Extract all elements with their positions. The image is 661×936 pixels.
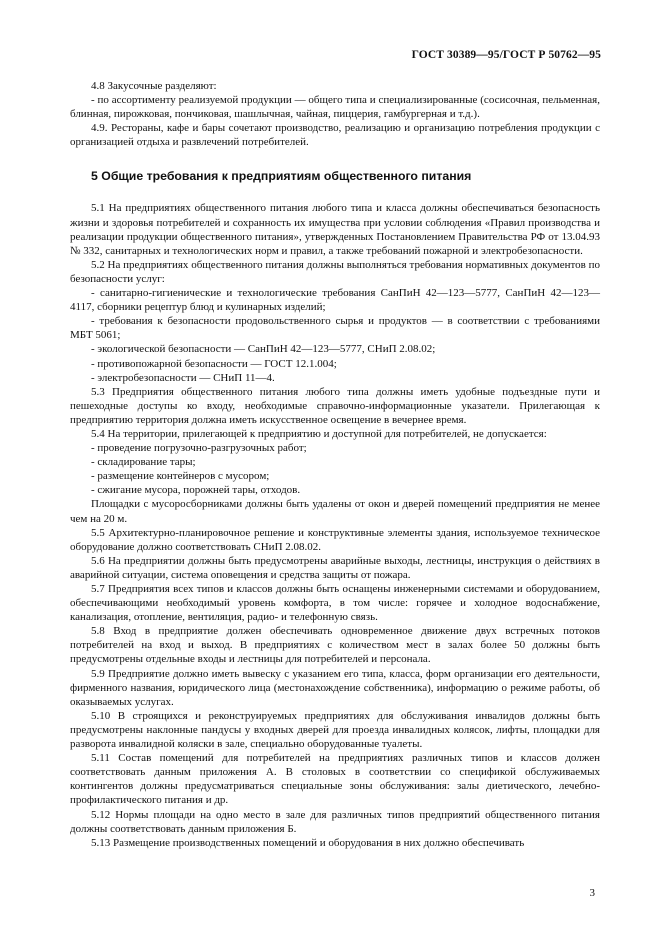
paragraph-5-1: 5.1 На предприятиях общественного питания любого типа и класса должны обеспечиваться безопасность жизни и здоровья потребителей и сохранность их имущества при условии соблюдения «Правил производства и реализации продукции общественного питания», утвержденных Постановлением Правительства РФ от 13.04.93 № 332, санитарных и технологических норм и правил, а также требований пожарной и электробезопасности. xyxy=(70,202,600,257)
section-title: 5 Общие требования к предприятиям общественного питания xyxy=(91,169,472,184)
list-item: - противопожарной безопасности — ГОСТ 12.1.004; xyxy=(91,357,337,370)
paragraph-5-7: 5.7 Предприятия всех типов и классов должны быть оснащены инженерными системами и оборудованием, обеспечивающими необходимый уровень комфорта, в том числе: горячее и холодное водоснабжение, канализация, отопление, вентиляция, радио- и телефонную связь. xyxy=(70,583,600,624)
paragraph-5-3: 5.3 Предприятия общественного питания любого типа должны иметь удобные подъездные пути и пешеходные доступы ко входу, необходимые справочно-информационные указатели. Прилегающая к предприятию территория должна иметь искусственное освещение в вечернее время. xyxy=(70,385,600,426)
page-number: 3 xyxy=(589,887,595,899)
paragraph-5-11: 5.11 Состав помещений для потребителей на предприятиях различных типов и классов должен соответствовать данным приложения А. В столовых в соответствии со спецификой обслуживаемых контингентов должны предусматриваться специальные зоны обслуживания: залы диетического, лечебно-профилактического питания и др. xyxy=(70,752,600,807)
paragraph-5-12: 5.12 Нормы площади на одно место в зале для различных типов предприятий общественного питания должны соответствовать данным приложения Б. xyxy=(70,808,600,835)
list-item: - складирование тары; xyxy=(91,456,196,469)
list-item: - экологической безопасности — СанПиН 42—123—5777, СНиП 2.08.02; xyxy=(91,343,436,356)
paragraph-5-10: 5.10 В строящихся и реконструируемых предприятиях для обслуживания инвалидов должны быть предусмотрены наклонные пандусы у входных дверей для проезда инвалидных колясок, лифты, площадки для разворота инвалидной коляски в зале, специально оборудованные туалеты. xyxy=(70,709,600,751)
list-item: - проведение погрузочно-разгрузочных работ; xyxy=(91,442,307,455)
list-item: - размещение контейнеров с мусором; xyxy=(91,470,270,483)
document-body xyxy=(70,79,600,850)
paragraph-5-13: 5.13 Размещение производственных помещений и оборудования в них должно обеспечивать xyxy=(91,836,525,849)
paragraph-5-6: 5.6 На предприятии должны быть предусмотрены аварийные выходы, лестницы, инструкция о действиях в аварийной ситуации, система оповещения и средства защиты от пожара. xyxy=(70,554,600,581)
paragraph-5-9: 5.9 Предприятие должно иметь вывеску с указанием его типа, класса, форм организации его деятельности, фирменного названия, юридического лица (местонахождение собственника), информацию о режиме работы, об оказываемых услугах. xyxy=(70,667,600,708)
paragraph-5-8: 5.8 Вход в предприятие должен обеспечивать одновременное движение двух встречных потоков потребителей на вход и выход. В предприятиях с количеством мест в залах более 50 должны быть предусмотрены отдельные входы и лестницы для потребителей и персонала. xyxy=(70,625,600,666)
list-item: - по ассортименту реализуемой продукции — общего типа и специализированные (сосисочная, пельменная, блинная, пирожковая, пончиковая, шашлычная, чайная, пиццерия, гамбургерная и т.д.). xyxy=(70,94,600,121)
paragraph-waste-areas: Площадки с мусоросборниками должны быть удалены от окон и дверей помещений предприятия не менее чем на 20 м. xyxy=(70,498,600,525)
paragraph-4-8: 4.8 Закусочные разделяют: xyxy=(91,80,217,92)
list-item: - сжигание мусора, порожней тары, отходов. xyxy=(91,484,301,497)
list-item: - требования к безопасности продовольственного сырья и продуктов — в соответствии с требованиями МБТ 5061; xyxy=(70,315,600,342)
paragraph-5-5: 5.5 Архитектурно-планировочное решение и конструктивные элементы здания, используемое техническое оборудование должно соответствовать СНиП 2.08.02. xyxy=(70,526,600,553)
list-item: - санитарно-гигиенические и технологические требования СанПиН 42—123—5777, СанПиН 42—123—4117, сборники рецептур блюд и кулинарных изделий; xyxy=(70,287,600,314)
list-item: - электробезопасности — СНиП 11—4. xyxy=(91,371,275,384)
paragraph-5-2: 5.2 На предприятиях общественного питания должны выполняться требования нормативных документов по безопасности услуг: xyxy=(70,258,600,285)
paragraph-5-4: 5.4 На территории, прилегающей к предприятию и доступной для потребителей, не допускается: xyxy=(91,427,547,440)
paragraph-4-9: 4.9. Рестораны, кафе и бары сочетают производство, реализацию и организацию потребления продукции с организацией отдыха и развлечений потребителей. xyxy=(70,122,600,149)
document-header: ГОСТ 30389—95/ГОСТ Р 50762—95 xyxy=(411,49,601,61)
